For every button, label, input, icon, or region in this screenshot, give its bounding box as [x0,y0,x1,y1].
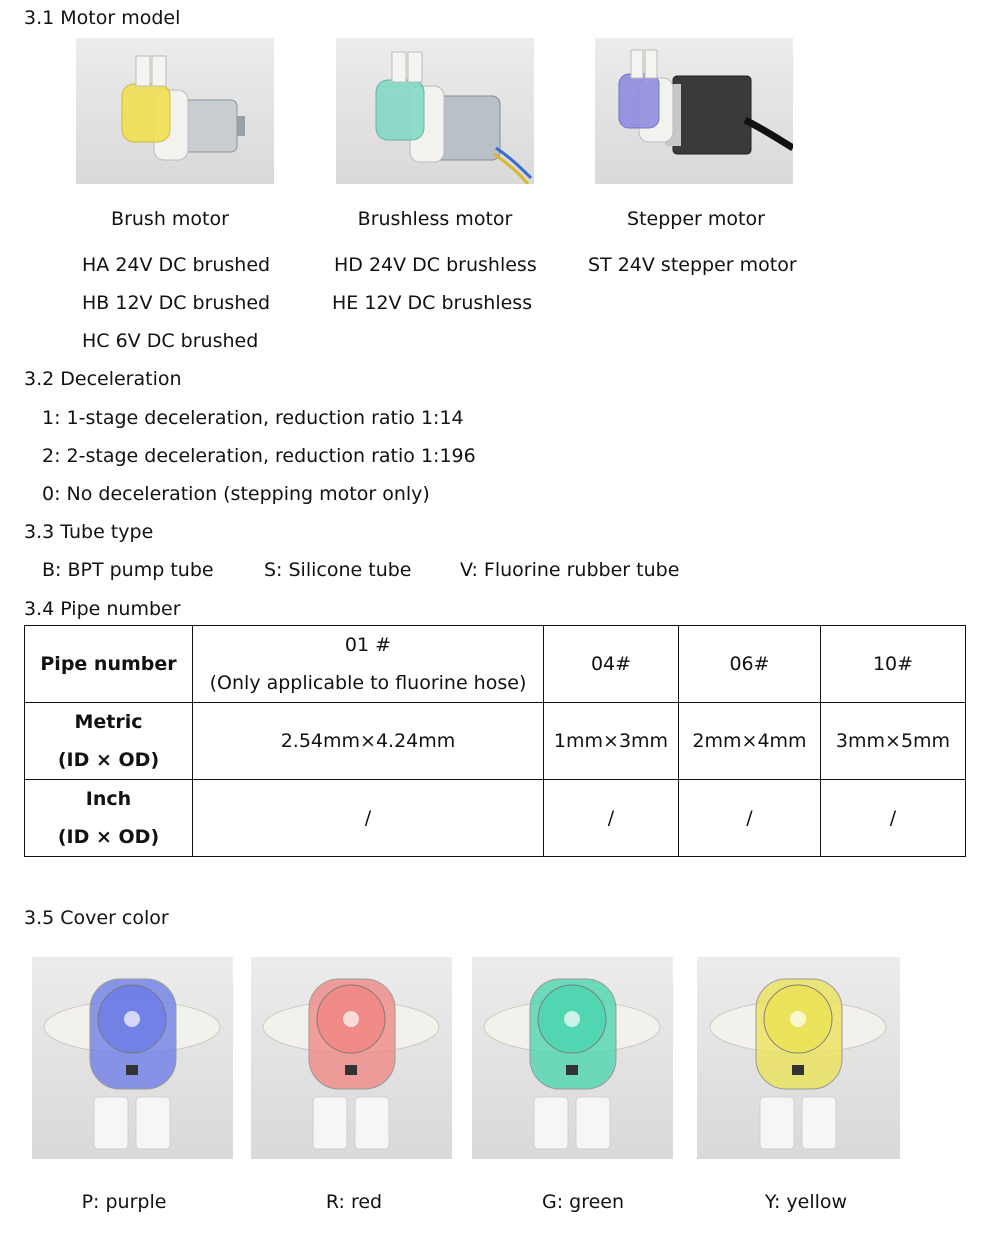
motor-option-he: HE 12V DC brushless [332,292,533,314]
tube-option-s: S: Silicone tube [264,559,412,581]
pipe-10-header: 10# [821,626,966,703]
section-deceleration-heading: 3.2 Deceleration [24,368,182,390]
purple-cover-photo [32,957,233,1159]
red-cover-photo [251,957,452,1159]
inch-unit-label: (ID × OD) [57,826,160,848]
tube-option-b: B: BPT pump tube [42,559,214,581]
brushless-motor-label: Brushless motor [357,208,513,230]
deceleration-item-0: 0: No deceleration (stepping motor only) [42,483,430,505]
section-pipe-heading: 3.4 Pipe number [24,598,181,620]
inch-row-label [25,780,193,857]
table-row [25,703,966,780]
pipe-01-note: (Only applicable to fluorine hose) [209,672,527,694]
deceleration-item-2: 2: 2-stage deceleration, reduction ratio 1:196 [42,445,476,467]
pipe-number-header: Pipe number [25,626,193,703]
stepper-motor-photo [595,38,793,184]
metric-04: 1mm×3mm [544,703,679,780]
section-motor-heading: 3.1 Motor model [24,7,181,29]
motor-option-st: ST 24V stepper motor [588,254,797,276]
tube-option-v: V: Fluorine rubber tube [460,559,680,581]
pipe-06-header: 06# [679,626,821,703]
inch-10: / [821,780,966,857]
metric-01: 2.54mm×4.24mm [193,703,544,780]
motor-option-hd: HD 24V DC brushless [334,254,537,276]
stepper-motor-label: Stepper motor [627,208,765,230]
pipe-04-header: 04# [544,626,679,703]
cover-label-purple: P: purple [81,1191,167,1213]
inch-label: Inch [85,788,132,810]
metric-10: 3mm×5mm [821,703,966,780]
metric-row-label [25,703,193,780]
pipe-01-code: 01 # [344,634,392,656]
table-row [25,780,966,857]
brushless-motor-photo [336,38,534,184]
metric-label: Metric [74,711,143,733]
brush-motor-label: Brush motor [111,208,229,230]
inch-06: / [679,780,821,857]
pipe-number-table [24,625,966,857]
motor-option-hb: HB 12V DC brushed [82,292,271,314]
metric-06: 2mm×4mm [679,703,821,780]
section-cover-heading: 3.5 Cover color [24,907,169,929]
green-cover-photo [472,957,673,1159]
cover-label-yellow: Y: yellow [764,1191,848,1213]
section-tube-heading: 3.3 Tube type [24,521,154,543]
inch-01: / [193,780,544,857]
inch-04: / [544,780,679,857]
pipe-01-header [193,626,544,703]
motor-option-hc: HC 6V DC brushed [82,330,259,352]
yellow-cover-photo [697,957,900,1159]
table-row [25,626,966,703]
metric-unit-label: (ID × OD) [57,749,160,771]
cover-label-red: R: red [325,1191,383,1213]
deceleration-item-1: 1: 1-stage deceleration, reduction ratio 1:14 [42,407,464,429]
cover-label-green: G: green [541,1191,625,1213]
brush-motor-photo [76,38,274,184]
motor-option-ha: HA 24V DC brushed [82,254,271,276]
